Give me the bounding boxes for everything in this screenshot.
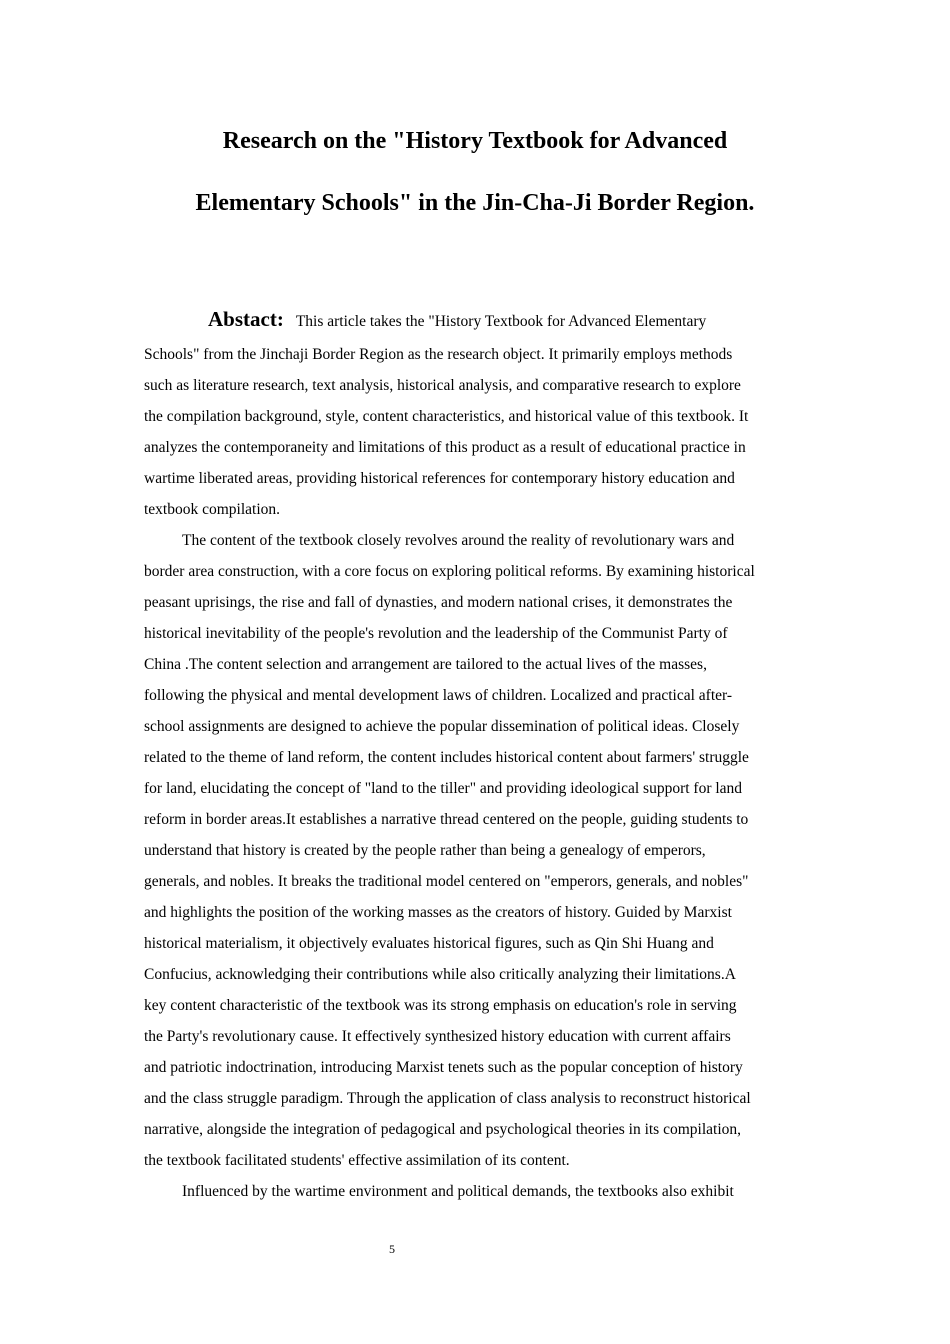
text-line: following the physical and mental development laws of children. Localized and practical after- xyxy=(144,687,733,704)
page-number: 5 xyxy=(389,1242,395,1256)
text-line: historical materialism, it objectively evaluates historical figures, such as Qin Shi Huang and xyxy=(144,935,714,952)
text-line: school assignments are designed to achieve the popular dissemination of political ideas. Closely xyxy=(144,718,740,735)
text-line: understand that history is created by the people rather than being a genealogy of emperors, xyxy=(144,842,706,859)
text-line: textbook compilation. xyxy=(144,501,281,518)
abstract-first-line-text: This article takes the "History Textbook for Advanced Elementary xyxy=(295,313,707,330)
paragraph-first-line: The content of the textbook closely revolves around the reality of revolutionary wars and xyxy=(182,532,735,549)
text-line: related to the theme of land reform, the content includes historical content about farmers' struggle xyxy=(144,749,749,766)
text-line: such as literature research, text analysis, historical analysis, and comparative research to explore xyxy=(144,377,741,394)
paragraph-first-line: Influenced by the wartime environment and political demands, the textbooks also exhibit xyxy=(182,1183,734,1200)
title-line-1: Research on the "History Textbook for Advanced xyxy=(222,128,728,154)
text-line: China .The content selection and arrangement are tailored to the actual lives of the masses, xyxy=(144,656,707,673)
text-line: reform in border areas.It establishes a narrative thread centered on the people, guiding students to xyxy=(144,811,749,828)
abstract-heading-line xyxy=(144,299,806,339)
text-line: analyzes the contemporaneity and limitations of this product as a result of educational practice in xyxy=(144,439,746,456)
text-line: for land, elucidating the concept of "land to the tiller" and providing ideological support for land xyxy=(144,780,743,797)
text-line: the textbook facilitated students' effective assimilation of its content. xyxy=(144,1152,570,1169)
text-line: the Party's revolutionary cause. It effectively synthesized history education with current affairs xyxy=(144,1028,731,1045)
abstract-label: Abstact: xyxy=(208,307,284,331)
text-line: and the class struggle paradigm. Through the application of class analysis to reconstruct historical xyxy=(144,1090,751,1107)
text-line: border area construction, with a core focus on exploring political reforms. By examining historical xyxy=(144,563,755,580)
text-line: peasant uprisings, the rise and fall of dynasties, and modern national crises, it demonstrates the xyxy=(144,594,733,611)
abstract-body xyxy=(144,339,806,1207)
text-line: generals, and nobles. It breaks the traditional model centered on "emperors, generals, and nobles" xyxy=(144,873,749,890)
text-line: the compilation background, style, content characteristics, and historical value of this textbook. It xyxy=(144,408,749,425)
abstract-section xyxy=(144,299,806,1207)
text-line: and highlights the position of the working masses as the creators of history. Guided by Marxist xyxy=(144,904,732,921)
text-line: wartime liberated areas, providing historical references for contemporary history education and xyxy=(144,470,735,487)
text-line: historical inevitability of the people's revolution and the leadership of the Communist Party of xyxy=(144,625,728,642)
text-line: and patriotic indoctrination, introducing Marxist tenets such as the popular conception of history xyxy=(144,1059,743,1076)
text-line: key content characteristic of the textbook was its strong emphasis on education's role in serving xyxy=(144,997,737,1014)
text-line: Schools" from the Jinchaji Border Region as the research object. It primarily employs methods xyxy=(144,346,733,363)
title-line-2: Elementary Schools" in the Jin-Cha-Ji Border Region. xyxy=(195,190,755,216)
text-line: narrative, alongside the integration of pedagogical and psychological theories in its compilation, xyxy=(144,1121,742,1138)
page-title xyxy=(140,110,810,234)
text-line: Confucius, acknowledging their contributions while also critically analyzing their limitations.A xyxy=(144,966,736,983)
